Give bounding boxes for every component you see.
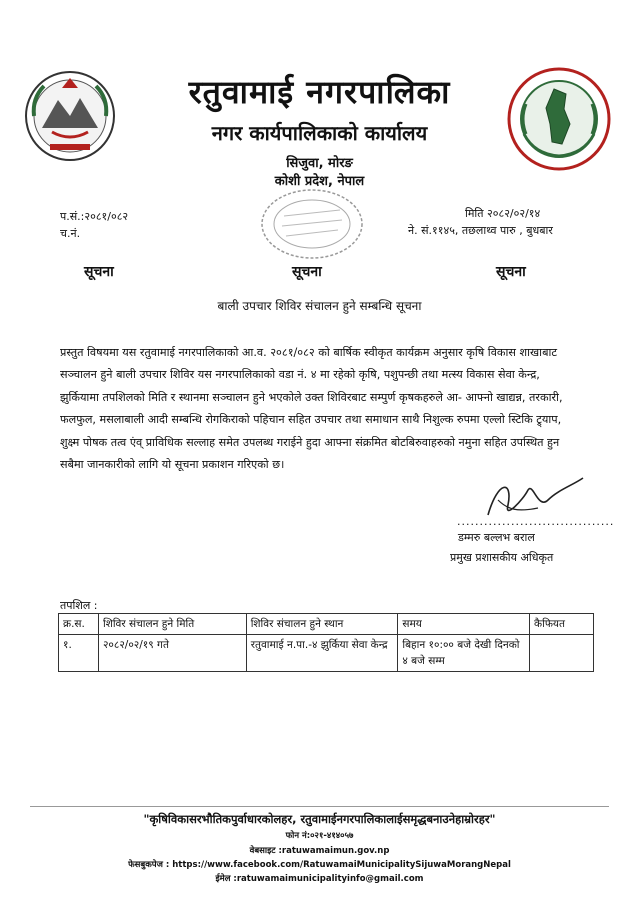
signatory-designation: प्रमुख प्रशासकीय अधिकृत bbox=[450, 551, 554, 564]
table-header-row bbox=[59, 614, 594, 635]
header-time: समय bbox=[398, 614, 530, 635]
nepal-samvat-date: ने. सं.११४५, तछलाथ्व पारु , बुधबार bbox=[408, 224, 553, 237]
dispatch-number: च.नं. bbox=[60, 227, 81, 240]
cell-time: बिहान १०:०० बजे देखी दिनको ४ बजे सम्म bbox=[398, 635, 530, 672]
address-line-2: कोशी प्रदेश, नेपाल bbox=[274, 174, 365, 189]
signatory-name: डम्मरु बल्लभ बराल bbox=[458, 531, 535, 544]
schedule-label: तपशिल : bbox=[60, 599, 98, 612]
header-location: शिविर संचालन हुने स्थान bbox=[246, 614, 398, 635]
footer-motto: "कृषिविकासरभौतिकपुर्वाधारकोलहर, रतुवामाईनगरपालिकालाईसमृद्धबनाउनेहाम्रोरहर" bbox=[143, 812, 496, 826]
office-subtitle: नगर कार्यपालिकाको कार्यालय bbox=[211, 121, 428, 145]
schedule-table bbox=[58, 613, 594, 672]
issue-date: मिति २०८२/०२/१४ bbox=[465, 207, 541, 220]
address-line-1: सिजुवा, मोरङ bbox=[286, 156, 353, 171]
header-date: शिविर संचालन हुने मिति bbox=[98, 614, 246, 635]
office-stamp-icon bbox=[258, 186, 366, 262]
footer-facebook: फेसबुकपेज : https://www.facebook.com/RatuwamaiMunicipalitySijuwaMorangNepal bbox=[128, 860, 511, 870]
cell-location: रतुवामाई न.पा.-४ झुर्किया सेवा केन्द्र bbox=[246, 635, 398, 672]
footer-divider bbox=[30, 806, 609, 807]
cell-remarks bbox=[530, 635, 594, 672]
notice-subject: बाली उपचार शिविर संचालन हुने सम्बन्धि सूचना bbox=[217, 299, 422, 313]
reference-number: प.सं.:२०८१/०८२ bbox=[60, 210, 129, 223]
notice-label-left: सूचना bbox=[84, 264, 114, 280]
cell-date: २०८२/०२/१९ गते bbox=[98, 635, 246, 672]
footer-phone: फोन नं:०२१-४१४०५७ bbox=[285, 831, 354, 841]
notice-label-center: सूचना bbox=[292, 264, 322, 280]
municipality-title: रतुवामाई नगरपालिका bbox=[188, 73, 451, 111]
cell-serial: १. bbox=[59, 635, 99, 672]
notice-label-right: सूचना bbox=[496, 264, 526, 280]
header-remarks: कैफियत bbox=[530, 614, 594, 635]
footer-email: ईमेल :ratuwamaimunicipalityinfo@gmail.com bbox=[215, 874, 424, 884]
footer-website: वेबसाइट :ratuwamaimun.gov.np bbox=[249, 846, 390, 856]
table-row bbox=[59, 635, 594, 672]
header-serial: क्र.स. bbox=[59, 614, 99, 635]
signature-line: ................................... bbox=[457, 515, 615, 528]
notice-body: प्रस्तुत विषयमा यस रतुवामाई नगरपालिकाको आ.व. २०८१/०८२ को बार्षिक स्वीकृत कार्यक्रम अनुसार कृषि विकास शाखाबाट सञ्चालन हुने बाली उपचार शिविर यस नगरपालिकाको वडा नं. ४ मा रहेको कृषि, पशुपन्छी तथा मत्स्य विकास सेवा केन्द्र, झुर्कियामा तपशिलको मिति र स्थानमा सञ्चालन हुने भएकोले उक्त शिविरबाट सम्पुर्ण कृषकहरुले आ- आफ्नो खाद्यन्न, तरकारी, फलफुल, मसलाबाली आदी सम्बन्धि रोगकिराको पहिचान सहित उपचार तथा समाधान साथै निशुल्क रुपमा एल्लो स्टिकि ट्र्याप, शुक्ष्म पोषक तत्व एंव् प्राविधिक सल्लाह समेत उपलब्ध गराईने हुदा आफ्ना संक्रमित बोटबिरुवाहरुको नमुना सहित उपस्थित हुन सबैमा जानकारीको लागि यो सूचना प्रकाशन गरिएको छ। bbox=[60, 346, 563, 472]
